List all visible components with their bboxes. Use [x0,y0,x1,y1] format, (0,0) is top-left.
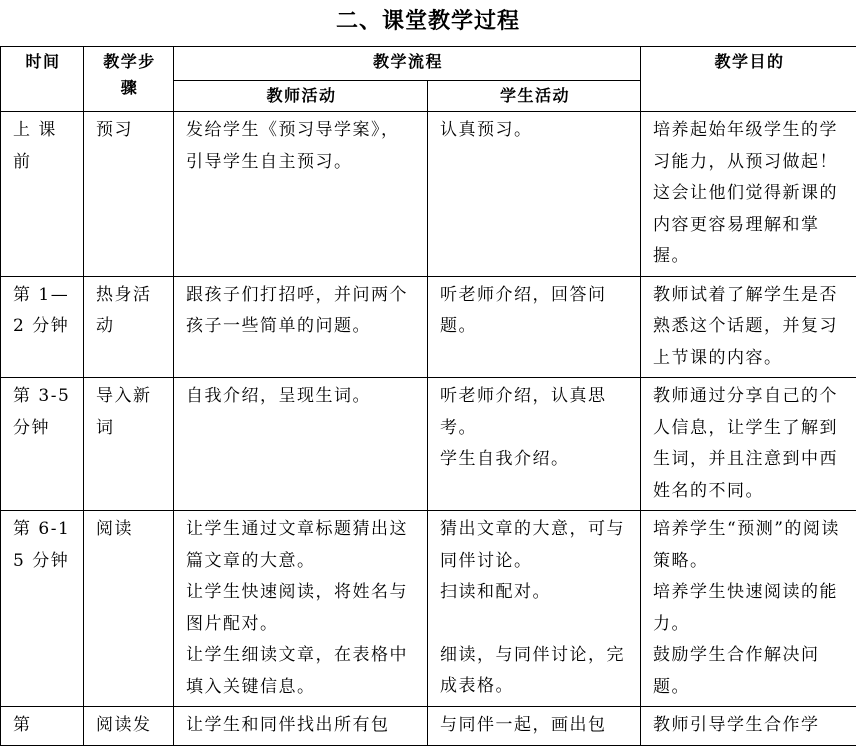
header-time: 时间 [1,47,84,112]
cell-student [428,276,641,378]
cell-text: 教师引导学生合作学 [653,715,820,735]
cell-text: 细读，与同伴讨论，完成表格。 [440,640,630,703]
cell-text: 让学生和同伴找出所有包 [186,715,390,735]
cell-student [428,707,641,746]
header-student: 学生活动 [428,81,641,112]
cell-text: 让学生细读文章，在表格中填入关键信息。 [186,640,417,703]
cell-text: 教师试着了解学生是否熟悉这个话题，并复习上节课的内容。 [653,285,838,368]
cell-student [428,511,641,707]
cell-text: 让学生通过文章标题猜出这篇文章的大意。 [186,514,417,577]
table-row [1,511,856,707]
header-flow: 教学流程 [174,47,641,81]
table-row [1,378,856,511]
cell-step: 导入新词 [84,378,174,511]
cell-step: 阅读 [84,511,174,707]
cell-text: 听老师介绍，回答问题。 [440,285,607,337]
page-title: 二、课堂教学过程 [0,4,856,35]
cell-purpose [641,378,856,511]
cell-text: 培养学生快速阅读的能力。 [653,577,846,640]
cell-purpose [641,276,856,378]
table-row [1,276,856,378]
cell-time: 第 6-15 分钟 [1,511,84,707]
header-step: 教学步骤 [84,47,174,112]
table-row [1,112,856,277]
cell-step: 阅读发 [84,707,174,746]
cell-time: 第 3-5 分钟 [1,378,84,511]
header-teacher: 教师活动 [174,81,428,112]
cell-text: 认真预习。 [440,120,533,140]
cell-text: 让学生快速阅读，将姓名与图片配对。 [186,577,417,640]
cell-text: 自我介绍，呈现生词。 [186,386,371,406]
cell-step: 热身活动 [84,276,174,378]
table-row [1,707,856,746]
cell-student [428,112,641,277]
cell-purpose [641,707,856,746]
cell-text: 扫读和配对。 [440,577,630,609]
cell-text: 发给学生《预习导学案》，引导学生自主预习。 [186,120,400,172]
cell-teacher [174,707,428,746]
cell-text: 培养起始年级学生的学习能力，从预习做起！这会让他们觉得新课的内容更容易理解和掌握。 [653,120,838,266]
cell-text: 与同伴一起，画出包 [440,715,607,735]
cell-text: 听老师介绍，认真思考。 [440,381,630,444]
cell-teacher [174,378,428,511]
cell-text: 跟孩子们打招呼，并问两个孩子一些简单的问题。 [186,285,408,337]
cell-purpose [641,112,856,277]
cell-step: 预习 [84,112,174,277]
cell-text: 培养学生“预测”的阅读策略。 [653,514,846,577]
cell-time: 上 课前 [1,112,84,277]
cell-time: 第 [1,707,84,746]
cell-text: 教师通过分享自己的个人信息，让学生了解到生词，并且注意到中西姓名的不同。 [653,386,838,501]
cell-time: 第 1—2 分钟 [1,276,84,378]
header-purpose: 教学目的 [641,47,856,112]
lesson-process-table [0,46,856,746]
cell-teacher [174,511,428,707]
cell-teacher [174,276,428,378]
cell-student [428,378,641,511]
cell-text: 猜出文章的大意，可与同伴讨论。 [440,514,630,577]
cell-text: 鼓励学生合作解决问题。 [653,640,846,703]
cell-text: 学生自我介绍。 [440,444,630,476]
cell-teacher [174,112,428,277]
cell-purpose [641,511,856,707]
